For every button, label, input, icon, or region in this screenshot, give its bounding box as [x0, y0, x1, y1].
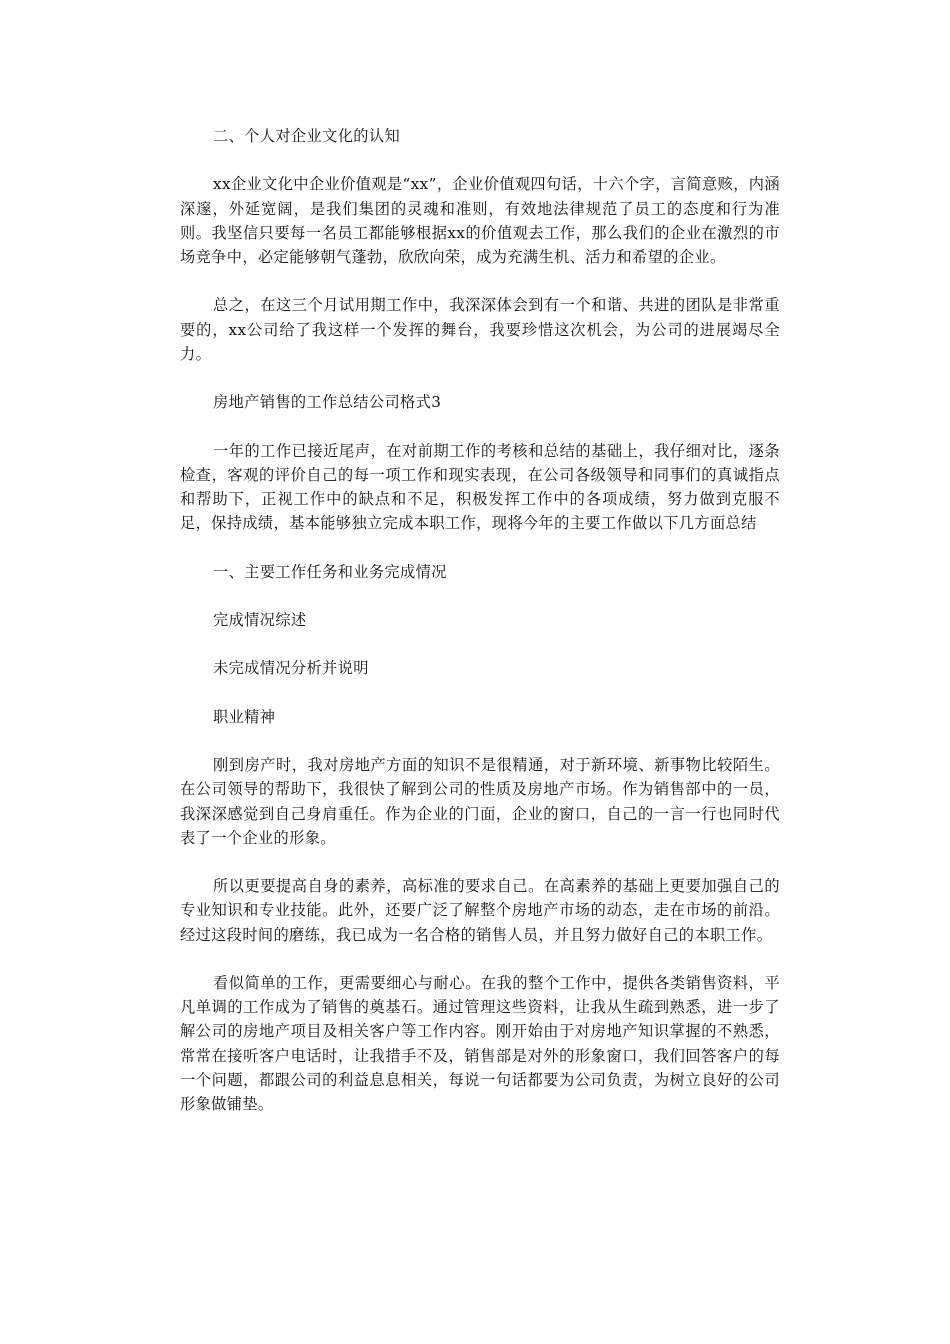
document-title-format3: 房地产销售的工作总结公司格式3: [213, 393, 442, 412]
document-page: [180, 124, 780, 1140]
paragraph-conclusion: 总之，在这三个月试用期工作中，我深深体会到有一个和谐、共进的团队是非常重要的，xx公司给了我这样一个发挥的舞台，我要珍惜这次机会，为公司的进展竭尽全力。: [180, 296, 780, 363]
section-heading-culture: 二、个人对企业文化的认知: [213, 127, 401, 145]
subheading-incomplete-analysis: 未完成情况分析并说明: [213, 659, 369, 678]
paragraph-onboarding: 刚到房产时，我对房地产方面的知识不是很精通，对于新环境、新事物比较陌生。在公司领导的帮助下，我很快了解到公司的性质及房地产市场。作为销售部中的一员，我深深感觉到自己身肩重任。作为企业的门面，企业的窗口，自己的一言一行也同时代表了一个企业的形象。: [180, 756, 780, 847]
paragraph-daily-work: 看似简单的工作，更需要细心与耐心。在我的整个工作中，提供各类销售资料，平凡单调的工作成为了销售的奠基石。通过管理这些资料，让我从生疏到熟悉，进一步了解公司的房地产项目及相关客户等工作内容。刚开始由于对房地产知识掌握的不熟悉，常常在接听客户电话时，让我措手不及，销售部是对外的形象窗口，我们回答客户的每一个问题，都跟公司的利益息息相关，每说一句话都要为公司负责，为树立良好的公司形象做铺垫。: [180, 973, 780, 1113]
paragraph-values: xx企业文化中企业价值观是“xx”，企业价值观四句话，十六个字，言简意赅，内涵深邃，外延宽阔，是我们集团的灵魂和准则，有效地法律规范了员工的态度和行为准则。我坚信只要每一名员工都能够根据xx的价值观去工作，那么我们的企业在激烈的市场竞争中，必定能够朝气蓬勃，欣欣向荣，成为充满生机、活力和希望的企业。: [180, 175, 780, 266]
subheading-professional-spirit: 职业精神: [213, 707, 276, 726]
paragraph-self-improvement: 所以更要提高自身的素养，高标准的要求自己。在高素养的基础上更要加强自己的专业知识和专业技能。此外，还要广泛了解整个房地产市场的动态，走在市场的前沿。经过这段时间的磨练，我已成为一名合格的销售人员，并且努力做好自己的本职工作。: [180, 877, 780, 944]
section-heading-tasks: 一、主要工作任务和业务完成情况: [213, 562, 447, 581]
subheading-completion-summary: 完成情况综述: [213, 610, 307, 629]
paragraph-intro: 一年的工作已接近尾声，在对前期工作的考核和总结的基础上，我仔细对比，逐条检查，客观的评价自己的每一项工作和现实表现，在公司各级领导和同事们的真诚指点和帮助下，正视工作中的缺点和不足，积极发挥工作中的各项成绩，努力做到克服不足，保持成绩，基本能够独立完成本职工作，现将今年的主要工作做以下几方面总结: [180, 441, 780, 533]
